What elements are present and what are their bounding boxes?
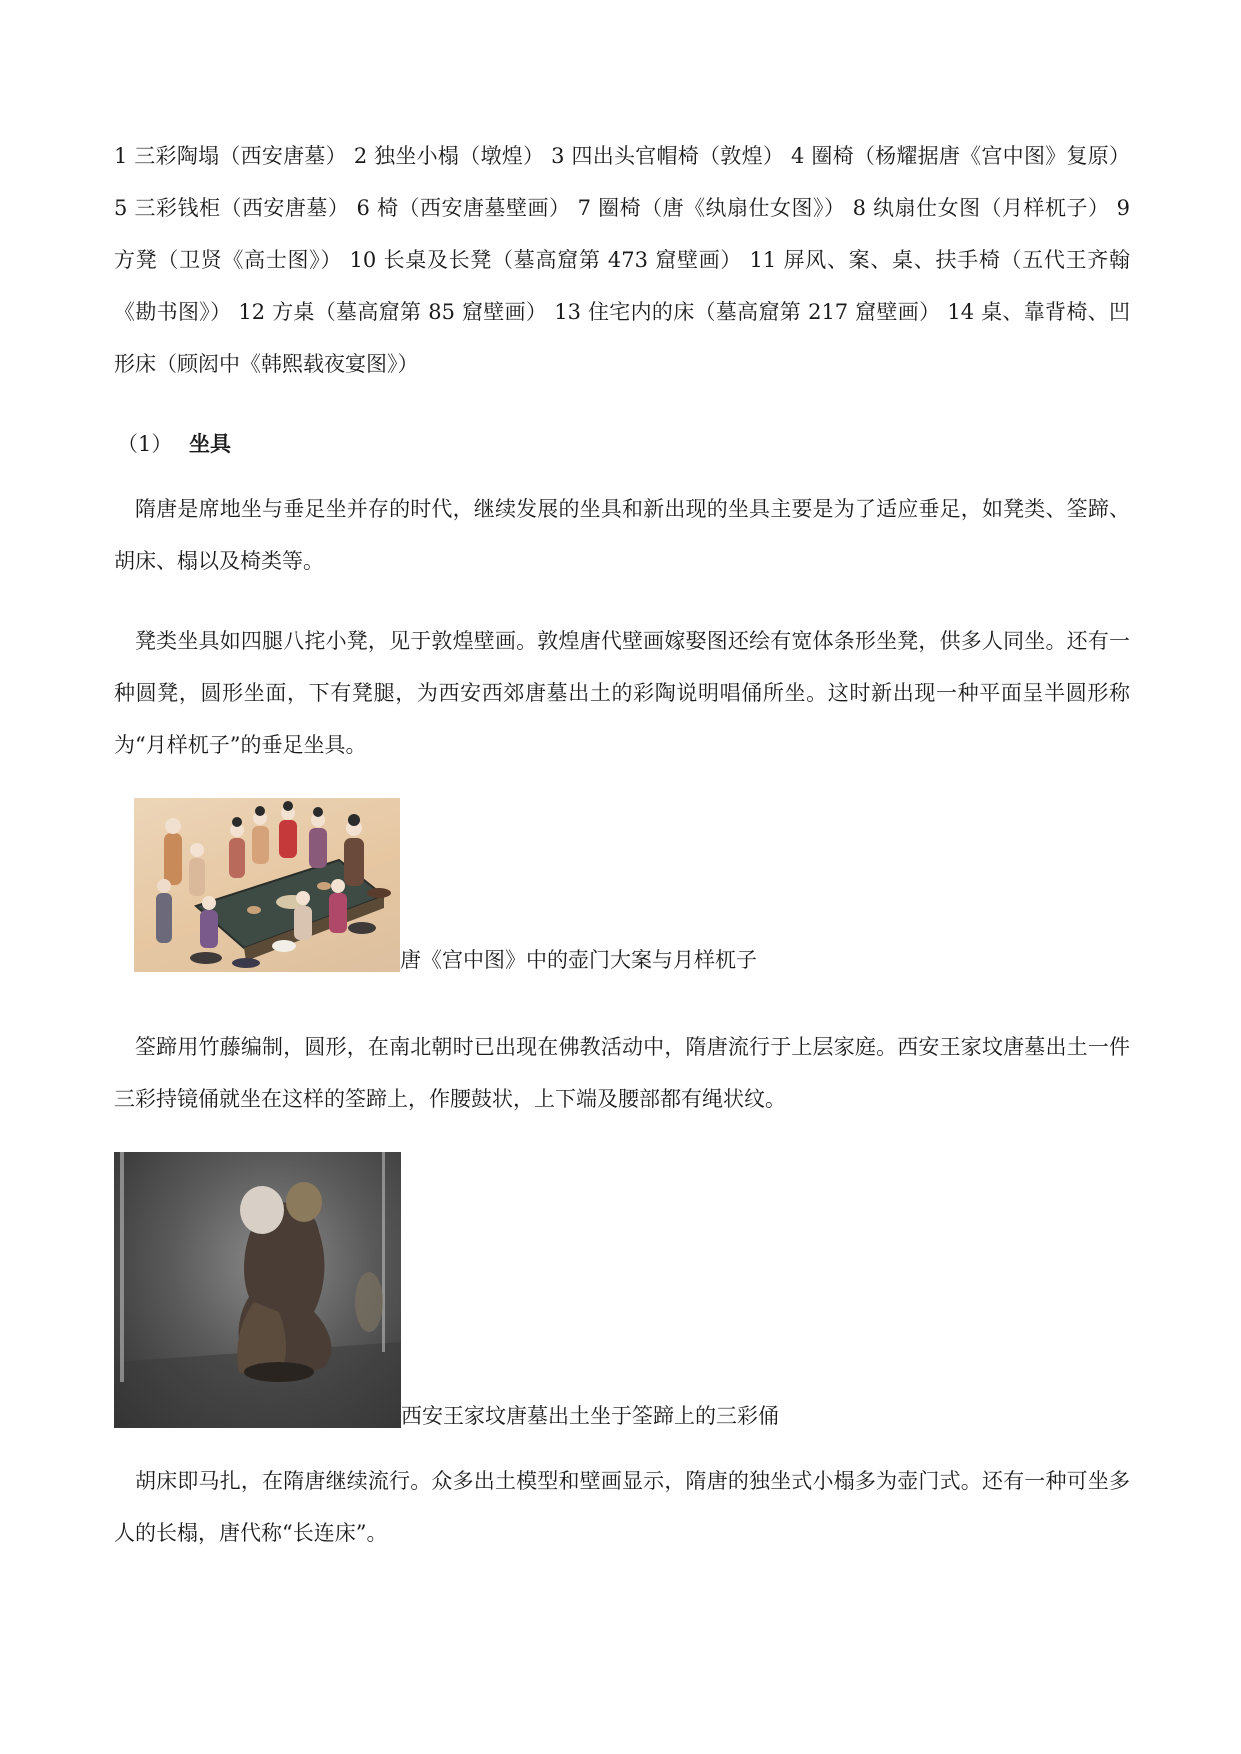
paragraph-huchuang: 胡床即马扎，在隋唐继续流行。众多出土模型和壁画显示，隋唐的独坐式小榻多为壶门式。还有一种可坐多人的长榻，唐代称“长连床”。	[114, 1469, 1130, 1545]
tomb-figurine-photo	[114, 1152, 401, 1428]
paragraph-stools: 凳类坐具如四腿八挓小凳，见于敦煌壁画。敦煌唐代壁画嫁娶图还绘有宽体条形坐凳，供多人同坐。还有一种圆凳，圆形坐面，下有凳腿，为西安西郊唐墓出土的彩陶说明唱俑所坐。这时新出现一种平面呈半圆形称为“月样杌子”的垂足坐具。	[114, 629, 1130, 757]
section-number: （1）	[117, 432, 173, 456]
paragraph-quanti: 筌蹄用竹藤编制，圆形，在南北朝时已出现在佛教活动中，隋唐流行于上层家庭。西安王家坟唐墓出土一件三彩持镜俑就坐在这样的筌蹄上，作腰鼓状，上下端及腰部都有绳状纹。	[114, 1035, 1130, 1111]
figure-palace-painting	[134, 798, 757, 972]
section-title: 坐具	[189, 431, 231, 456]
paragraph-intro: 隋唐是席地坐与垂足坐并存的时代，继续发展的坐具和新出现的坐具主要是为了适应垂足，如凳类、筌蹄、胡床、榻以及椅类等。	[114, 497, 1130, 573]
figure1-caption: 唐《宫中图》中的壶门大案与月样杌子	[400, 948, 757, 972]
figure2-caption: 西安王家坟唐墓出土坐于筌蹄上的三彩俑	[401, 1404, 779, 1428]
palace-painting-image	[134, 798, 400, 972]
figure-list-text: 1 三彩陶塌（西安唐墓） 2 独坐小榻（墩煌） 3 四出头官帽椅（敦煌） 4 圈椅（杨耀据唐《宫中图》复原） 5 三彩钱柜（西安唐墓） 6 椅（西安唐墓壁画） 7 圈椅（唐《纨扇仕女图》） 8 纨扇仕女图（月样杌子） 9 方凳（卫贤《高士图》） 10 长桌及长凳（墓高窟第 473 窟壁画） 11 屏风、案、桌、扶手椅（五代王齐翰《勘书图》） 12 方桌（墓高窟第 85 窟壁画） 13 住宅内的床（墓高窟第 217 窟壁画） 14 桌、靠背椅、凹形床（顾闳中《韩熙载夜宴图》）	[114, 144, 1130, 376]
figure-tomb-figurine	[114, 1152, 779, 1428]
section-heading	[117, 418, 231, 470]
